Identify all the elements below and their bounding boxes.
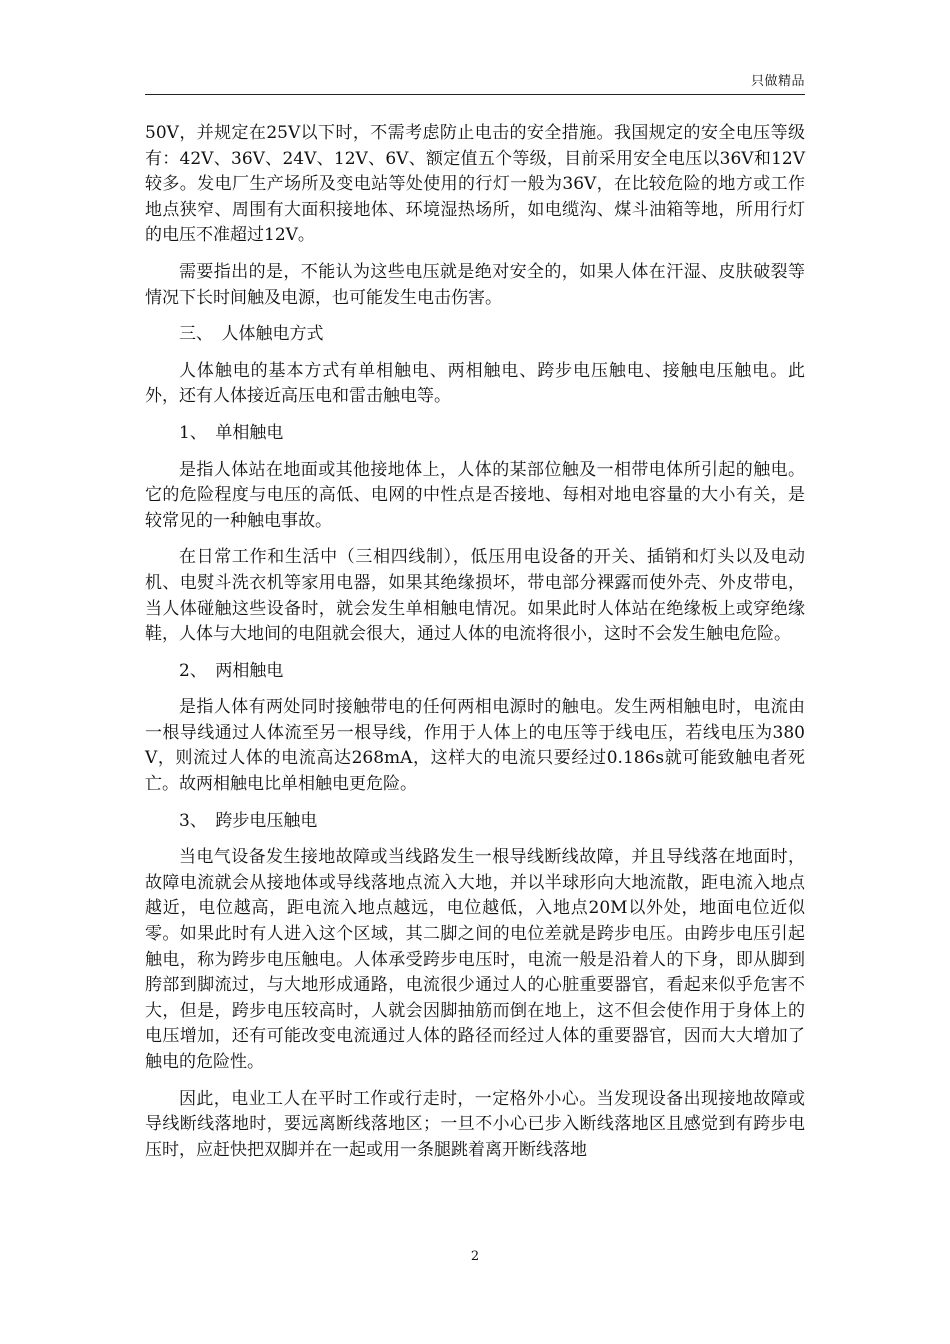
subheading-step-voltage: 3、 跨步电压触电 bbox=[179, 810, 318, 831]
header-divider bbox=[145, 94, 805, 95]
paragraph-contact-modes-intro: 人体触电的基本方式有单相触电、两相触电、跨步电压触电、接触电压触电。此外，还有人体接近高压电和雷击触电等。 bbox=[145, 360, 805, 407]
paragraph-step-voltage-explanation: 当电气设备发生接地故障或当线路发生一根导线断线故障，并且导线落在地面时，故障电流就会从接地体或导线落地点流入大地，并以半球形向大地流散，距电流入地点越近，电位越高，距电流入地点越远，电位越低，入地点20M以外处，地面电位近似零。如果此时有人进入这个区域，其二脚之间的电位差就是跨步电压。由跨步电压引起触电，称为跨步电压触电。人体承受跨步电压时，电流一般是沿着人的下身，即从脚到胯部到脚流过，与大地形成通路，电流很少通过人的心脏重要器官，看起来似乎危害不大，但是，跨步电压较高时，人就会因脚抽筋而倒在地上，这不但会使作用于身体上的电压增加，还有可能改变电流通过人体的路径而经过人体的重要器官，因而大大增加了触电的危险性。 bbox=[145, 847, 805, 1072]
paragraph-safe-voltage-levels: 50V，并规定在25V以下时，不需考虑防止电击的安全措施。我国规定的安全电压等级有：42V、36V、24V、12V、6V、额定值五个等级，目前采用安全电压以36V和12V较多。发电厂生产场所及变电站等处使用的行灯一般为36V，在比较危险的地方或工作地点狭窄、周围有大面积接地体、环境湿热场所，如电缆沟、煤斗油箱等地，所用行灯的电压不准超过12V。 bbox=[145, 123, 805, 246]
paragraph-single-phase-daily-life: 在日常工作和生活中（三相四线制），低压用电设备的开关、插销和灯头以及电动机、电熨斗洗衣机等家用电器，如果其绝缘损坏，带电部分裸露而使外壳、外皮带电，当人体碰触这些设备时，就会发生单相触电情况。如果此时人体站在绝缘板上或穿绝缘鞋，人体与大地间的电阻就会很大，通过人体的电流将很小，这时不会发生触电危险。 bbox=[145, 547, 805, 645]
paragraph-two-phase-definition: 是指人体有两处同时接触带电的任何两相电源时的触电。发生两相触电时，电流由一根导线通过人体流至另一根导线，作用于人体上的电压等于线电压，若线电压为380V，则流过人体的电流高达268mA，这样大的电流只要经过0.186s就可能致触电者死亡。故两相触电比单相触电更危险。 bbox=[145, 697, 805, 795]
paragraph-single-phase-definition: 是指人体站在地面或其他接地体上，人体的某部位触及一相带电体所引起的触电。它的危险程度与电压的高低、电网的中性点是否接地、每相对地电容量的大小有关，是较常见的一种触电事故。 bbox=[145, 459, 805, 531]
subheading-two-phase: 2、 两相触电 bbox=[179, 660, 284, 681]
paragraph-step-voltage-precautions: 因此，电业工人在平时工作或行走时，一定格外小心。当发现设备出现接地故障或导线断线落地时，要远离断线落地区；一旦不小心已步入断线落地区且感觉到有跨步电压时，应赶快把双脚并在一起或用一条腿跳着离开断线落地 bbox=[145, 1088, 805, 1160]
page-number: 2 bbox=[470, 1249, 480, 1264]
section-heading-contact-modes: 三、 人体触电方式 bbox=[179, 324, 324, 345]
paragraph-safety-caveat: 需要指出的是，不能认为这些电压就是绝对安全的，如果人体在汗湿、皮肤破裂等情况下长时间触及电源，也可能发生电击伤害。 bbox=[145, 261, 805, 308]
document-body bbox=[145, 121, 805, 1174]
page-header-text: 只做精品 bbox=[750, 74, 805, 89]
subheading-single-phase: 1、 单相触电 bbox=[179, 422, 284, 443]
